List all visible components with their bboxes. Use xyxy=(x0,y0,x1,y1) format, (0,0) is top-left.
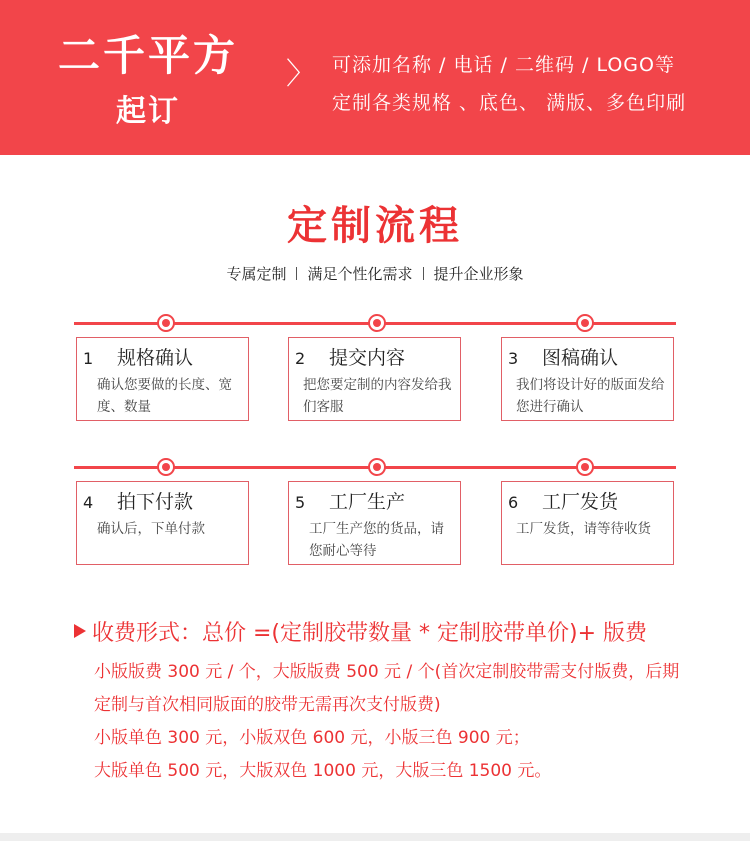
tagline-divider xyxy=(296,267,297,280)
step-description: 工厂发货，请等待收货 xyxy=(516,521,651,537)
tagline-divider xyxy=(423,267,424,280)
triangle-right-icon xyxy=(74,624,86,638)
pricing-formula: 收费形式：总价 =(定制胶带数量 * 定制胶带单价)+ 版费 xyxy=(92,621,648,646)
pricing-line-4: 大版单色 500 元，大版双色 1000 元，大版三色 1500 元。 xyxy=(94,761,552,781)
step-description: 把您要定制的内容发给我们客服 xyxy=(303,377,452,415)
tagline-item-3: 提升企业形象 xyxy=(433,265,524,283)
banner-title: 二千平方 xyxy=(57,31,238,80)
step-number: 3 xyxy=(508,349,519,368)
pricing-line-3: 小版单色 300 元，小版双色 600 元，小版三色 900 元； xyxy=(94,728,530,748)
step-card-5 xyxy=(288,481,461,565)
step-card-2 xyxy=(288,337,461,421)
step-card-1 xyxy=(76,337,249,421)
pricing-line-1: 小版版费 300 元 / 个，大版版费 500 元 / 个(首次定制胶带需支付版费，后期 xyxy=(94,662,680,682)
step-description: 确认后，下单付款 xyxy=(97,521,205,537)
step-title: 规格确认 xyxy=(117,347,194,369)
tagline-item-2: 满足个性化需求 xyxy=(307,265,413,283)
tagline-item-1: 专属定制 xyxy=(226,265,287,283)
step-title: 图稿确认 xyxy=(542,347,619,369)
timeline-dot-icon xyxy=(368,314,386,332)
step-card-4 xyxy=(76,481,249,565)
banner-subtitle: 起订 xyxy=(116,94,180,129)
timeline-dot-icon xyxy=(576,314,594,332)
banner-feature-line-1: 可添加名称 / 电话 / 二维码 / LOGO等 xyxy=(332,54,675,76)
bottom-divider xyxy=(0,833,750,841)
step-description: 确认您要做的长度、宽度、数量 xyxy=(97,377,232,415)
step-card-6 xyxy=(501,481,674,565)
step-number: 1 xyxy=(83,349,94,368)
timeline-dot-icon xyxy=(157,458,175,476)
step-title: 工厂生产 xyxy=(329,491,406,513)
step-description: 我们将设计好的版面发给您进行确认 xyxy=(516,377,665,415)
timeline-dot-icon xyxy=(368,458,386,476)
timeline-dot-icon xyxy=(576,458,594,476)
timeline-dot-icon xyxy=(157,314,175,332)
step-title: 拍下付款 xyxy=(117,491,194,513)
top-banner xyxy=(0,0,750,155)
pricing-line-2: 定制与首次相同版面的胶带无需再次支付版费) xyxy=(94,695,441,715)
step-card-3 xyxy=(501,337,674,421)
step-number: 4 xyxy=(83,493,94,512)
step-number: 2 xyxy=(295,349,306,368)
step-title: 提交内容 xyxy=(329,347,406,369)
step-title: 工厂发货 xyxy=(542,491,619,513)
step-description: 工厂生产您的货品，请您耐心等待 xyxy=(309,521,444,559)
pricing-details xyxy=(94,656,714,788)
chevron-right-icon: 〉 xyxy=(286,57,316,92)
pricing-title xyxy=(74,618,647,650)
tagline xyxy=(0,262,750,286)
banner-features xyxy=(332,46,686,122)
banner-left xyxy=(48,28,248,132)
section-title: 定制流程 xyxy=(287,203,463,249)
banner-feature-line-2: 定制各类规格 、底色、 满版、多色印刷 xyxy=(332,92,687,114)
step-number: 5 xyxy=(295,493,306,512)
step-number: 6 xyxy=(508,493,519,512)
